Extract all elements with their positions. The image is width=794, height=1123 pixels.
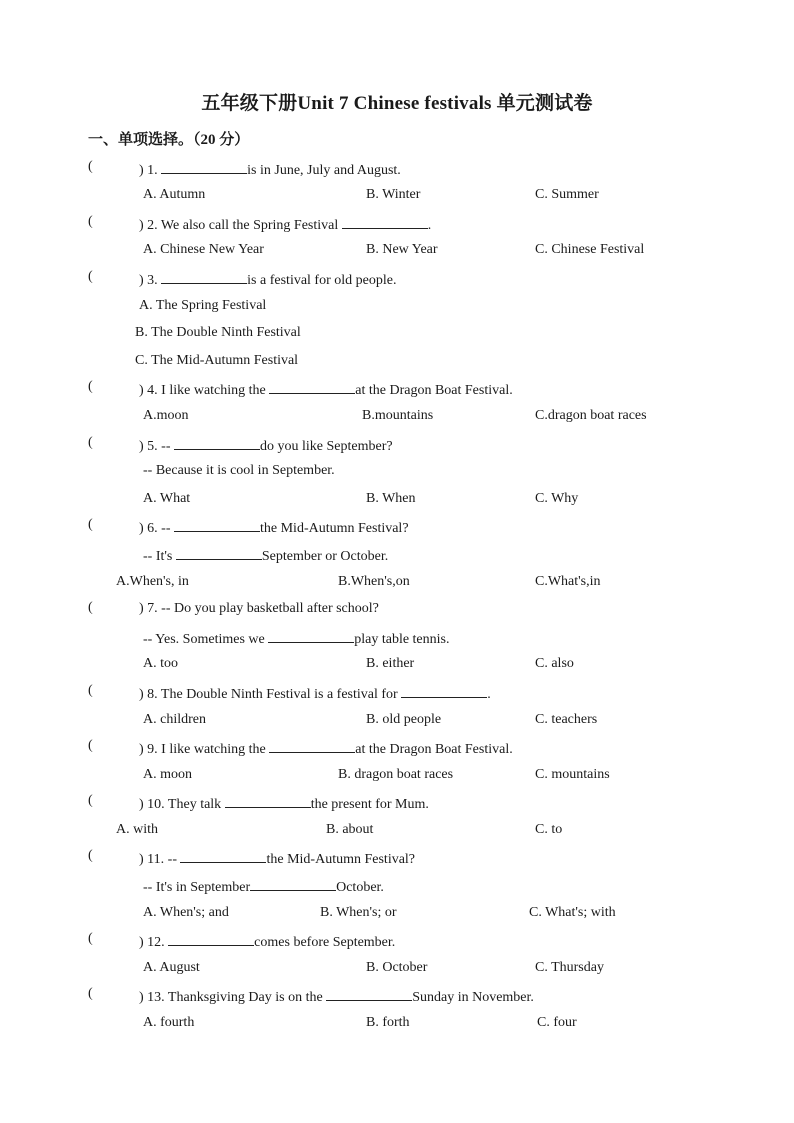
question-number: 8. — [147, 687, 158, 702]
answer-option[interactable]: C. mountains — [535, 767, 610, 782]
question-text: September or October. — [261, 549, 389, 564]
question-text: -- It's — [143, 549, 173, 564]
bracket-open: ( — [88, 986, 93, 1001]
question-text: I like watching the — [161, 383, 266, 398]
question-text: the Mid-Autumn Festival? — [266, 852, 416, 867]
section-heading: 一、单项选择。（20 分） — [88, 132, 250, 148]
bracket-open: ( — [88, 435, 93, 450]
bracket-close: ) — [139, 990, 144, 1005]
bracket-close: ) — [139, 935, 144, 950]
answer-bracket[interactable] — [88, 379, 93, 395]
answer-option[interactable]: B.When's,on — [338, 574, 410, 589]
question-text: -- It's in September — [143, 880, 251, 895]
bracket-open: ( — [88, 214, 93, 229]
answer-blank[interactable] — [342, 214, 428, 229]
bracket-close: ) — [139, 383, 144, 398]
question-text: at the Dragon Boat Festival. — [355, 742, 513, 757]
question-second-line — [143, 628, 450, 649]
question-text: October. — [336, 880, 384, 895]
question-number: 12. — [147, 935, 165, 950]
question-text: at the Dragon Boat Festival. — [355, 383, 513, 398]
bracket-open: ( — [88, 600, 93, 615]
question-number: 9. — [147, 742, 158, 757]
answer-option[interactable]: B. New Year — [366, 242, 438, 257]
question-line — [139, 435, 393, 456]
answer-option[interactable]: A. Chinese New Year — [143, 242, 264, 257]
answer-option[interactable]: C.dragon boat races — [535, 408, 647, 423]
question-number: 5. — [147, 439, 158, 454]
answer-blank[interactable] — [268, 628, 354, 643]
question-number: 6. — [147, 521, 158, 536]
answer-option[interactable]: C. four — [537, 1015, 577, 1030]
bracket-close: ) — [139, 163, 144, 178]
question-text: the Mid-Autumn Festival? — [260, 521, 409, 536]
answer-bracket[interactable] — [88, 214, 93, 230]
question-text: Sunday in November. — [412, 990, 534, 1005]
question-text: -- — [167, 852, 177, 867]
bracket-close: ) — [139, 601, 144, 616]
answer-blank[interactable] — [401, 683, 487, 698]
bracket-open: ( — [88, 517, 93, 532]
answer-option[interactable]: C. What's; with — [529, 905, 616, 920]
answer-bracket[interactable] — [88, 600, 93, 616]
question-text: Thanksgiving Day is on the — [167, 990, 323, 1005]
answer-bracket[interactable] — [88, 931, 93, 947]
answer-option[interactable]: A. Autumn — [143, 187, 206, 202]
question-line — [139, 738, 513, 759]
question-line — [139, 931, 395, 952]
answer-option[interactable]: A. The Spring Festival — [139, 298, 267, 313]
bracket-open: ( — [88, 931, 93, 946]
answer-blank[interactable] — [174, 435, 260, 450]
answer-option[interactable]: B. Winter — [366, 187, 421, 202]
question-line — [139, 683, 491, 704]
answer-bracket[interactable] — [88, 793, 93, 809]
bracket-close: ) — [139, 521, 144, 536]
answer-option[interactable]: B. either — [366, 656, 415, 671]
bracket-open: ( — [88, 159, 93, 174]
bracket-close: ) — [139, 687, 144, 702]
question-text: play table tennis. — [354, 632, 450, 647]
answer-blank[interactable] — [161, 269, 247, 284]
question-line — [139, 379, 513, 400]
bracket-close: ) — [139, 273, 144, 288]
question-text: The Double Ninth Festival is a festival for — [160, 687, 398, 702]
answer-option[interactable]: A. fourth — [143, 1015, 195, 1030]
answer-blank[interactable] — [326, 986, 412, 1001]
answer-option[interactable]: B. October — [366, 960, 428, 975]
question-text: comes before September. — [254, 935, 396, 950]
answer-blank[interactable] — [225, 793, 311, 808]
bracket-open: ( — [88, 848, 93, 863]
answer-bracket[interactable] — [88, 517, 93, 533]
answer-blank[interactable] — [161, 159, 247, 174]
question-number: 4. — [147, 383, 158, 398]
answer-bracket[interactable] — [88, 683, 93, 699]
answer-option[interactable]: B. When — [366, 491, 416, 506]
question-second-line — [143, 876, 384, 897]
bracket-open: ( — [88, 683, 93, 698]
bracket-open: ( — [88, 269, 93, 284]
answer-option[interactable]: A. August — [143, 960, 200, 975]
question-line — [139, 517, 409, 538]
question-text: -- — [161, 439, 171, 454]
question-number: 2. — [147, 218, 158, 233]
answer-blank[interactable] — [174, 517, 260, 532]
answer-option[interactable]: C. Chinese Festival — [535, 242, 645, 257]
answer-option[interactable]: C. teachers — [535, 712, 598, 727]
answer-bracket[interactable] — [88, 269, 93, 285]
question-text: I like watching the — [161, 742, 266, 757]
bracket-open: ( — [88, 738, 93, 753]
question-text: is in June, July and August. — [247, 163, 401, 178]
question-line — [139, 159, 401, 180]
answer-bracket[interactable] — [88, 986, 93, 1002]
question-text: We also call the Spring Festival — [160, 218, 339, 233]
question-text: is a festival for old people. — [247, 273, 397, 288]
answer-blank[interactable] — [168, 931, 254, 946]
question-number: 1. — [147, 163, 158, 178]
answer-option[interactable]: A. What — [143, 491, 191, 506]
answer-blank[interactable] — [250, 876, 336, 891]
bracket-close: ) — [139, 439, 144, 454]
answer-option[interactable]: C. Summer — [535, 187, 599, 202]
question-number: 11. — [147, 852, 165, 867]
question-line — [139, 214, 431, 235]
answer-option[interactable]: C. Why — [535, 491, 579, 506]
bracket-close: ) — [139, 218, 144, 233]
answer-blank[interactable] — [269, 379, 355, 394]
answer-bracket[interactable] — [88, 435, 93, 451]
question-second-line — [143, 545, 388, 566]
question-text: -- — [161, 521, 171, 536]
answer-option[interactable]: B. forth — [366, 1015, 410, 1030]
answer-option[interactable]: B. old people — [366, 712, 442, 727]
answer-option[interactable]: B. about — [326, 822, 374, 837]
page-title: 五年级下册Unit 7 Chinese festivals 单元测试卷 — [201, 93, 593, 114]
answer-option[interactable]: C. The Mid-Autumn Festival — [135, 353, 299, 368]
question-text: They talk — [167, 797, 222, 812]
question-line — [139, 600, 379, 618]
question-number: 10. — [147, 797, 165, 812]
answer-option[interactable]: A. with — [116, 822, 158, 837]
bracket-close: ) — [139, 742, 144, 757]
question-line — [139, 848, 415, 869]
answer-option[interactable]: A. children — [143, 712, 206, 727]
question-number: 13. — [147, 990, 165, 1005]
question-text: the present for Mum. — [310, 797, 429, 812]
question-text: . — [487, 687, 491, 702]
answer-option[interactable]: C. to — [535, 822, 563, 837]
question-number: 3. — [147, 273, 158, 288]
answer-blank[interactable] — [180, 848, 266, 863]
question-text: -- Because it is cool in September. — [143, 463, 335, 478]
question-line — [139, 269, 396, 290]
question-text: -- Yes. Sometimes we — [143, 632, 265, 647]
answer-option[interactable]: B. When's; or — [320, 905, 397, 920]
answer-option[interactable]: A. too — [143, 656, 178, 671]
answer-option[interactable]: B. dragon boat races — [338, 767, 454, 782]
question-number: 7. — [147, 601, 158, 616]
bracket-close: ) — [139, 797, 144, 812]
question-second-line — [143, 462, 335, 480]
answer-option[interactable]: A.moon — [143, 408, 189, 423]
question-line — [139, 793, 429, 814]
question-text: . — [427, 218, 432, 233]
question-text: do you like September? — [260, 439, 393, 454]
answer-option[interactable]: C.What's,in — [535, 574, 601, 589]
question-text: -- Do you play basketball after school? — [161, 601, 379, 616]
answer-option[interactable]: B.mountains — [362, 408, 434, 423]
answer-blank[interactable] — [269, 738, 355, 753]
bracket-open: ( — [88, 379, 93, 394]
bracket-close: ) — [139, 852, 144, 867]
question-line — [139, 986, 534, 1007]
answer-option[interactable]: B. The Double Ninth Festival — [135, 325, 301, 340]
answer-bracket[interactable] — [88, 159, 93, 175]
answer-bracket[interactable] — [88, 738, 93, 754]
answer-option[interactable]: C. also — [535, 656, 574, 671]
answer-blank[interactable] — [176, 545, 262, 560]
answer-option[interactable]: A. moon — [143, 767, 192, 782]
answer-option[interactable]: C. Thursday — [535, 960, 604, 975]
answer-bracket[interactable] — [88, 848, 93, 864]
answer-option[interactable]: A. When's; and — [143, 905, 229, 920]
bracket-open: ( — [88, 793, 93, 808]
answer-option[interactable]: A.When's, in — [116, 574, 189, 589]
